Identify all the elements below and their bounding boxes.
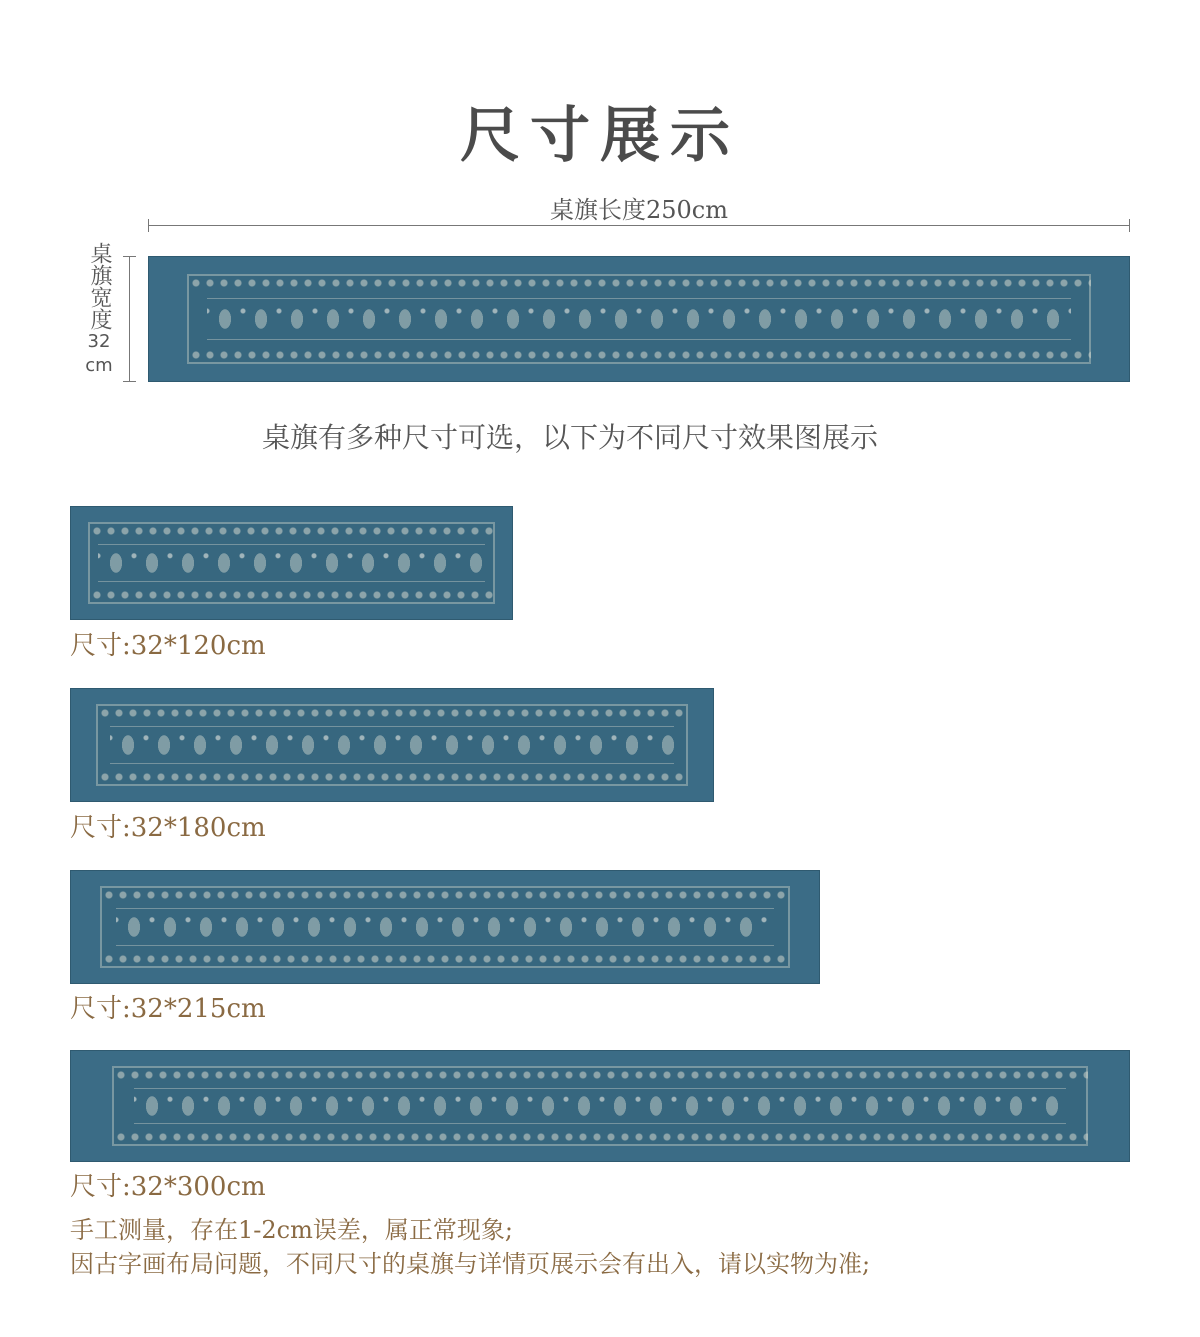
width-label-text: 桌旗宽度 (87, 242, 112, 330)
size-label-180: 尺寸:32*180cm (70, 813, 266, 843)
length-dimension-line (148, 225, 1130, 226)
length-label: 桌旗长度250cm (549, 196, 728, 224)
subtitle: 桌旗有多种尺寸可选，以下为不同尺寸效果图展示 (261, 421, 878, 454)
table-runner-215-image (70, 870, 820, 984)
table-runner-300-image (70, 1050, 1130, 1162)
width-label-unit: cm (85, 355, 113, 376)
size-label-120: 尺寸:32*120cm (70, 631, 266, 661)
table-runner-main-image (148, 256, 1130, 382)
table-runner-120-image (70, 506, 513, 620)
note-measurement: 手工测量，存在1-2cm误差，属正常现象; (70, 1216, 513, 1244)
size-label-215: 尺寸:32*215cm (70, 994, 266, 1024)
note-layout: 因古字画布局问题，不同尺寸的桌旗与详情页展示会有出入，请以实物为准; (70, 1250, 871, 1278)
width-label (82, 242, 116, 378)
page-title: 尺寸展示 (460, 101, 740, 171)
width-dimension-line (129, 256, 130, 382)
size-label-300: 尺寸:32*300cm (70, 1172, 266, 1202)
table-runner-180-image (70, 688, 714, 802)
width-label-number: 32 (87, 331, 111, 352)
